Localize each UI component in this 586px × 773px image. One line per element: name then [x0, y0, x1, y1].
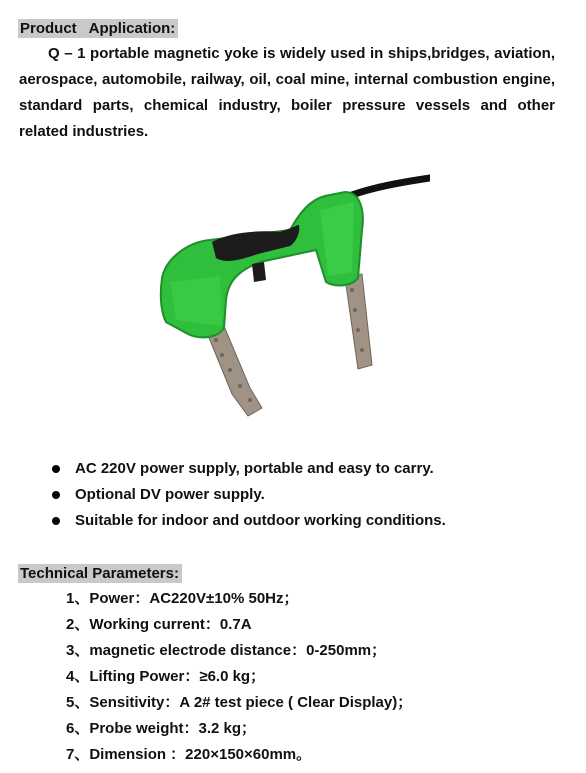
parameter-item: 1、Power：AC220V±10% 50Hz；: [66, 590, 299, 607]
feature-text: Suitable for indoor and outdoor working conditions.: [75, 512, 446, 529]
parameter-item: 6、Probe weight：3.2 kg；: [66, 720, 257, 737]
feature-item: [52, 508, 446, 534]
parameter-list: [66, 586, 412, 768]
bullet-icon: [52, 517, 60, 525]
magnetic-yoke-illustration: [140, 150, 430, 430]
right-electrode: [345, 274, 372, 369]
bullet-icon: [52, 465, 60, 473]
feature-item: [52, 456, 446, 482]
feature-text: Optional DV power supply.: [75, 486, 265, 503]
parameters-heading: Technical Parameters:: [18, 564, 182, 583]
bullet-icon: [52, 491, 60, 499]
parameter-item: 4、Lifting Power：≥6.0 kg；: [66, 668, 266, 685]
feature-item: [52, 482, 446, 508]
application-text: Q – 1 portable magnetic yoke is widely used in ships,bridges, aviation, aerospace, automobile, railway, oil, coal mine, internal combustion engine, standard parts, chemical industry, boiler pressure vessels and other related industries.: [19, 45, 555, 140]
parameter-item: 7、Dimension ：220×150×60mm。: [66, 746, 312, 763]
left-electrode: [205, 326, 262, 416]
feature-text: AC 220V power supply, portable and easy to carry.: [75, 460, 434, 477]
feature-list: [52, 456, 446, 534]
parameter-item: 2、Working current：0.7A: [66, 616, 252, 633]
parameter-item: 3、magnetic electrode distance：0-250mm；: [66, 642, 387, 659]
yoke-trigger: [252, 262, 266, 282]
parameter-item: 5、Sensitivity：A 2# test piece ( Clear Display)；: [66, 694, 413, 711]
application-paragraph: [19, 41, 555, 145]
application-heading: Product Application:: [18, 19, 178, 38]
